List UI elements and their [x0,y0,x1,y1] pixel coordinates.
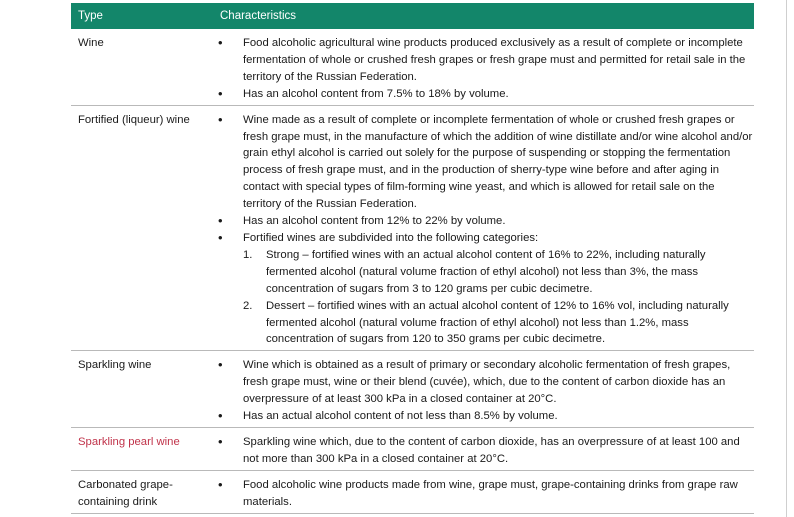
bullet-list [213,434,754,468]
table-row-sparkling-pearl-wine [71,427,754,470]
item-text: Dessert – fortified wines with an actual alcohol content of 12% to 16% vol, including naturally fermented alcohol (natural volume fraction of ethyl alcohol) not less than 1.2%, mass concentration of sugars from 120 to 350 grams per cubic decimetre. [266,299,729,346]
bullet-text: Fortified wines are subdivided into the following categories: [243,231,539,244]
bullet-list [213,112,754,349]
page-edge-divider [786,0,787,517]
row-type-label: Carbonated grape-containing drink [71,470,213,513]
wine-types-table [71,3,754,514]
row-characteristics [213,29,754,105]
bullet-item: • Sparkling wine which, due to the content of carbon dioxide, has an overpressure of at least 100 and not more than 300 kPa in a closed container at 20°C. [243,434,754,468]
item-number: 1. [243,248,253,261]
header-characteristics: Characteristics [213,3,754,29]
header-type: Type [71,3,213,29]
table-row-carbonated-drink [71,470,754,513]
bullet-item: • Has an alcohol content from 7.5% to 18% by volume. [243,86,754,103]
row-type-label: Fortified (liqueur) wine [71,105,213,351]
bullet-list [213,477,754,511]
row-characteristics [213,427,754,470]
bullet-item: • Wine made as a result of complete or incomplete fermentation of whole or crushed fresh grapes or fresh grape must, in the manufacture of which the addition of wine distillate and/or wine alcohol and/or grain ethyl alcohol is carried out solely for the purpose of suspending or stopping the fermentation process of fresh grape must, and in the production of sherry-type wine before and after aging in contact with special types of film-forming wine yeast, and which is allowed for retail sale on the territory of the Russian Federation. [243,112,754,213]
item-text: Strong – fortified wines with an actual alcohol content of 16% to 22%, including naturally fermented alcohol (natural volume fraction of ethyl alcohol) not less than 3%, the mass concentration of sugars from 3 to 120 grams per cubic decimetre. [266,248,706,295]
bullet-item: • Food alcoholic wine products made from wine, grape must, grape-containing drinks from grape raw materials. [243,477,754,511]
row-characteristics [213,105,754,351]
item-number: 2. [243,299,253,312]
bullet-item: • Has an alcohol content from 12% to 22% by volume. [243,213,754,230]
numbered-sub-list [243,247,754,348]
numbered-item [243,298,754,349]
table-header-row [71,3,754,29]
bullet-item: • Has an actual alcohol content of not less than 8.5% by volume. [243,408,754,425]
row-type-label: Sparkling pearl wine [71,427,213,470]
numbered-item [243,247,754,298]
row-characteristics [213,470,754,513]
bullet-item: • Wine which is obtained as a result of primary or secondary alcoholic fermentation of fresh grapes, fresh grape must, wine or their blend (cuvée), which, due to the content of carbon dioxide has an overpressure of at least 300 kPa in a closed container at 20°C. [243,357,754,408]
table-row-wine [71,29,754,105]
row-type-label: Wine [71,29,213,105]
table-row-fortified-wine [71,105,754,351]
bullet-list [213,35,754,103]
row-characteristics [213,351,754,428]
bullet-list [213,357,754,425]
table-row-sparkling-wine [71,351,754,428]
bullet-item: • Food alcoholic agricultural wine products produced exclusively as a result of complete or incomplete fermentation of whole or crushed fresh grapes or fresh grape must and permitted for retail sale in the territory of the Russian Federation. [243,35,754,86]
row-type-label: Sparkling wine [71,351,213,428]
bullet-item [243,230,754,348]
